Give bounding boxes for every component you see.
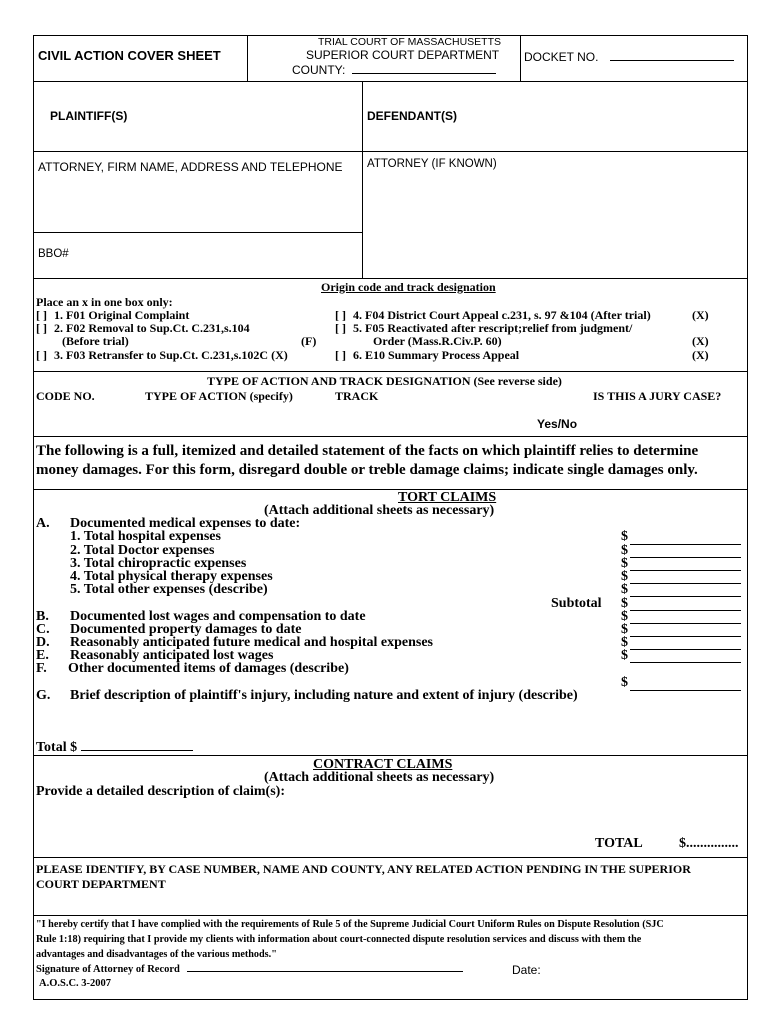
docket-input-line[interactable] bbox=[610, 50, 734, 61]
signature-field[interactable] bbox=[36, 963, 463, 975]
checkbox-bracket[interactable]: [ ] bbox=[335, 308, 346, 322]
checkbox-bracket[interactable]: [ ] bbox=[335, 348, 346, 362]
county-label: COUNTY: bbox=[292, 63, 346, 77]
dollar-sign: $ bbox=[621, 635, 628, 650]
tort-f-text: Other documented items of damages (describe) bbox=[68, 661, 349, 676]
form-code: A.O.S.C. 3-2007 bbox=[39, 978, 112, 989]
property-damages-amount-field[interactable] bbox=[630, 636, 741, 637]
dollar-sign: $ bbox=[621, 529, 628, 544]
dollar-sign: $ bbox=[621, 648, 628, 663]
docket-field[interactable] bbox=[524, 50, 734, 64]
future-medical-amount-field[interactable] bbox=[630, 649, 741, 650]
date-label[interactable]: Date: bbox=[512, 963, 541, 977]
attorney-defendant-label: ATTORNEY (IF KNOWN) bbox=[367, 158, 497, 170]
origin-option-5-note: Order (Mass.R.Civ.P. 60) bbox=[373, 334, 502, 348]
tort-b-letter: B. bbox=[36, 609, 49, 624]
contract-bottom-line bbox=[33, 857, 748, 858]
origin-option-2[interactable]: [ ] 2. F02 Removal to Sup.Ct. C.231,s.104 bbox=[36, 321, 250, 335]
related-action-line-2: COURT DEPARTMENT bbox=[36, 877, 166, 891]
contract-total-value[interactable]: $............... bbox=[679, 836, 739, 851]
lost-wages-amount-field[interactable] bbox=[630, 623, 741, 624]
defendant-label: DEFENDANT(S) bbox=[367, 109, 457, 123]
statement-line-1: The following is a full, itemized and detailed statement of the facts on which plaintiff relies to determine bbox=[36, 443, 699, 459]
action-heading: TYPE OF ACTION AND TRACK DESIGNATION (See reverse side) bbox=[207, 374, 562, 388]
origin-option-2-note: (Before trial) bbox=[62, 334, 129, 348]
therapy-amount-field[interactable] bbox=[630, 583, 741, 584]
dollar-sign: $ bbox=[621, 609, 628, 624]
origin-instruction: Place an x in one box only: bbox=[36, 295, 173, 309]
related-bottom-line bbox=[33, 915, 748, 916]
checkbox-bracket[interactable]: [ ] bbox=[335, 321, 346, 335]
signature-input-line[interactable] bbox=[187, 963, 463, 972]
tort-subheading: (Attach additional sheets as necessary) bbox=[264, 503, 495, 518]
origin-option-6[interactable]: [ ] 6. E10 Summary Process Appeal bbox=[335, 348, 520, 362]
statement-bottom-line bbox=[33, 489, 748, 490]
tort-g-letter: G. bbox=[36, 688, 51, 703]
plaintiff-label: PLAINTIFF(S) bbox=[50, 109, 128, 123]
contract-total-label: TOTAL bbox=[595, 836, 643, 851]
header-bottom-line bbox=[33, 81, 748, 82]
origin-heading: Origin code and track designation bbox=[321, 280, 496, 294]
dollar-sign: $ bbox=[621, 569, 628, 584]
jury-case-label: IS THIS A JURY CASE? bbox=[593, 389, 722, 403]
header-divider-left bbox=[247, 35, 248, 81]
doctor-amount-field[interactable] bbox=[630, 557, 741, 558]
dollar-sign: $ bbox=[621, 582, 628, 597]
origin-option-5-code: (X) bbox=[692, 334, 709, 348]
tort-c-letter: C. bbox=[36, 622, 50, 637]
tort-b-text: Documented lost wages and compensation to date bbox=[70, 609, 366, 624]
tort-d-letter: D. bbox=[36, 635, 50, 650]
tort-total[interactable] bbox=[36, 740, 193, 756]
other-damages-amount-field[interactable] bbox=[630, 690, 741, 691]
contract-subheading: (Attach additional sheets as necessary) bbox=[264, 770, 495, 785]
docket-label: DOCKET NO. bbox=[524, 50, 599, 64]
origin-option-4[interactable]: [ ] 4. F04 District Court Appeal c.231, s. 97 &104 (After trial) bbox=[335, 308, 651, 322]
tort-item-3: 3. Total chiropractic expenses bbox=[70, 556, 247, 571]
tort-total-label: Total $ bbox=[36, 740, 78, 755]
county-input-line[interactable] bbox=[352, 63, 496, 74]
dollar-sign: $ bbox=[621, 675, 628, 690]
origin-option-2-code: (F) bbox=[301, 334, 317, 348]
court-name: TRIAL COURT OF MASSACHUSETTS bbox=[318, 36, 501, 48]
checkbox-bracket[interactable]: [ ] bbox=[36, 308, 47, 322]
code-no-label: CODE NO. bbox=[36, 389, 95, 403]
certification-line-1: "I hereby certify that I have complied with the requirements of Rule 5 of the Supreme Judicial Court Uniform Rules on Dispute Resolution (SJC bbox=[36, 919, 664, 930]
tort-c-text: Documented property damages to date bbox=[70, 622, 302, 637]
hospital-amount-field[interactable] bbox=[630, 544, 741, 545]
origin-option-4-code: (X) bbox=[692, 308, 709, 322]
tort-item-4: 4. Total physical therapy expenses bbox=[70, 569, 273, 584]
tort-g-text: Brief description of plaintiff's injury, including nature and extent of injury (describe) bbox=[70, 688, 578, 703]
related-action-line-1: PLEASE IDENTIFY, BY CASE NUMBER, NAME AND COUNTY, ANY RELATED ACTION PENDING IN THE SUPERIOR bbox=[36, 862, 691, 876]
plaintiff-bottom-line bbox=[33, 151, 748, 152]
tort-item-5: 5. Total other expenses (describe) bbox=[70, 582, 268, 597]
attorney-plaintiff-label: ATTORNEY, FIRM NAME, ADDRESS AND TELEPHONE bbox=[38, 160, 343, 174]
bbo-label: BBO# bbox=[38, 248, 69, 260]
tort-item-1: 1. Total hospital expenses bbox=[70, 529, 221, 544]
header-divider-right bbox=[520, 35, 521, 81]
origin-option-3[interactable]: [ ] 3. F03 Retransfer to Sup.Ct. C.231,s.102C (X) bbox=[36, 348, 288, 362]
signature-label: Signature of Attorney of Record bbox=[36, 964, 180, 975]
chiropractic-amount-field[interactable] bbox=[630, 570, 741, 571]
origin-option-6-code: (X) bbox=[692, 348, 709, 362]
checkbox-bracket[interactable]: [ ] bbox=[36, 348, 47, 362]
contract-describe-label: Provide a detailed description of claim(s): bbox=[36, 784, 285, 799]
tort-heading: TORT CLAIMS bbox=[398, 490, 497, 505]
tort-f-letter: F. bbox=[36, 661, 47, 676]
parties-bottom-line bbox=[33, 278, 748, 279]
statement-line-2: money damages. For this form, disregard double or treble damage claims; indicate single damages only. bbox=[36, 462, 698, 478]
tort-e-letter: E. bbox=[36, 648, 49, 663]
tort-total-input-line[interactable] bbox=[81, 740, 193, 751]
dollar-sign: $ bbox=[621, 556, 628, 571]
certification-line-2: Rule 1:18) requiring that I provide my clients with information about court-connected dispute resolution services and discuss with them the bbox=[36, 934, 642, 945]
origin-option-1[interactable]: [ ] 1. F01 Original Complaint bbox=[36, 308, 190, 322]
parties-divider bbox=[362, 81, 363, 278]
anticipated-wages-amount-field[interactable] bbox=[630, 662, 741, 663]
checkbox-bracket[interactable]: [ ] bbox=[36, 321, 47, 335]
track-label: TRACK bbox=[335, 389, 379, 403]
tort-a-text: Documented medical expenses to date: bbox=[70, 516, 301, 531]
dollar-sign: $ bbox=[621, 596, 628, 611]
other-expenses-amount-field[interactable] bbox=[630, 596, 741, 597]
subtotal-label: Subtotal bbox=[551, 596, 602, 611]
tort-item-2: 2. Total Doctor expenses bbox=[70, 543, 215, 558]
department-name: SUPERIOR COURT DEPARTMENT bbox=[306, 48, 500, 62]
tort-d-text: Reasonably anticipated future medical and hospital expenses bbox=[70, 635, 433, 650]
certification-line-3: advantages and disadvantages of the various methods." bbox=[36, 949, 277, 960]
subtotal-amount-field[interactable] bbox=[630, 610, 741, 611]
origin-bottom-line bbox=[33, 371, 748, 372]
jury-yes-no[interactable]: Yes/No bbox=[537, 417, 578, 431]
origin-option-5[interactable]: [ ] 5. F05 Reactivated after rescript;relief from judgment/ bbox=[335, 321, 633, 335]
bbo-top-line bbox=[33, 232, 362, 233]
type-of-action-label: TYPE OF ACTION (specify) bbox=[145, 389, 293, 403]
form-title: CIVIL ACTION COVER SHEET bbox=[38, 48, 221, 63]
contract-heading: CONTRACT CLAIMS bbox=[313, 757, 453, 772]
dollar-sign: $ bbox=[621, 543, 628, 558]
county-field[interactable] bbox=[292, 63, 496, 77]
action-bottom-line bbox=[33, 436, 748, 437]
tort-a-letter: A. bbox=[36, 516, 50, 531]
dollar-sign: $ bbox=[621, 622, 628, 637]
tort-e-text: Reasonably anticipated lost wages bbox=[70, 648, 274, 663]
